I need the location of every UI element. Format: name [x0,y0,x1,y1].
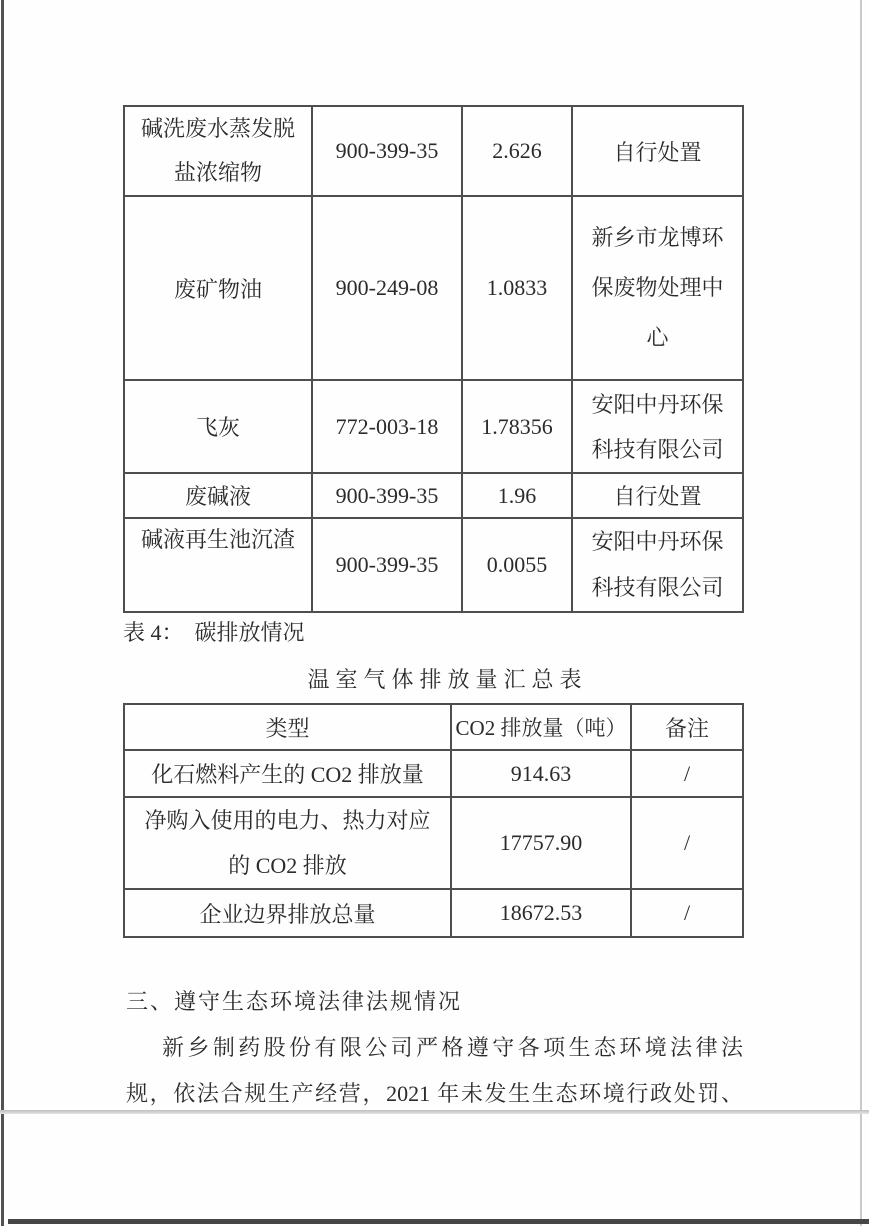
waste-disposal-cell [572,518,743,612]
paragraph-line: 新乡制药股份有限公司严格遵守各项生态环境法律法 [162,1035,743,1060]
waste-name-cell: 废碱液 [124,473,312,518]
page-edge-left-line [1,0,4,1226]
emission-amount-cell: 17757.90 [451,797,631,889]
waste-disposal-cell [572,380,743,473]
cell-line: 碱洗废水蒸发脱 [140,116,295,141]
emission-amount-cell: 18672.53 [451,889,631,937]
waste-name-cell: 废矿物油 [124,196,312,380]
cell-line: 新乡市龙博环 [591,225,724,250]
waste-amount-cell: 1.96 [462,473,572,518]
note-header-cell: 备注 [631,704,743,750]
cell-line: 心 [646,325,669,350]
table-row [124,106,743,196]
waste-name-cell [124,106,312,196]
waste-name-cell: 飞灰 [124,380,312,473]
paragraph-line: 规，依法合规生产经营，2021 年未发生生态环境行政处罚、 [126,1081,743,1106]
waste-disposal-cell: 自行处置 [572,106,743,196]
cell-line: 净购入使用的电力、热力对应 [144,808,431,833]
table-row [124,380,743,473]
cell-line: 安阳中丹环保 [591,529,724,554]
table-header-row [124,704,743,750]
table-row [124,473,743,518]
table-row [124,797,743,889]
emission-type-cell [124,797,451,889]
waste-code-cell: 900-249-08 [312,196,462,380]
table-row [124,196,743,380]
ghg-emissions-table [123,703,744,938]
type-header-cell: 类型 [124,704,451,750]
emission-type-cell: 企业边界排放总量 [124,889,451,937]
emission-type-cell: 化石燃料产生的 CO2 排放量 [124,750,451,797]
waste-code-cell: 900-399-35 [312,106,462,196]
waste-amount-cell: 0.0055 [462,518,572,612]
emission-note-cell: / [631,889,743,937]
table4-caption: 表 4： 碳排放情况 [123,620,305,645]
emission-note-cell: / [631,797,743,889]
emission-amount-cell: 914.63 [451,750,631,797]
cell-line: 盐浓缩物 [173,160,262,185]
waste-amount-cell: 1.78356 [462,380,572,473]
waste-code-cell: 900-399-35 [312,473,462,518]
waste-name-cell: 碱液再生池沉渣 [124,518,312,612]
waste-code-cell: 900-399-35 [312,518,462,612]
table-row [124,750,743,797]
table-row [124,518,743,612]
cell-line: 科技有限公司 [591,575,724,600]
waste-amount-cell: 2.626 [462,106,572,196]
section-heading: 三、遵守生态环境法律法规情况 [126,989,463,1014]
cell-line: 安阳中丹环保 [591,391,724,417]
cell-line: 的 CO2 排放 [228,853,347,878]
emission-note-cell: / [631,750,743,797]
co2-header-cell: CO2 排放量（吨） [451,704,631,750]
cell-line: 科技有限公司 [591,436,724,462]
waste-disposal-cell: 自行处置 [572,473,743,518]
scan-artifact-band [0,1110,869,1114]
table-row [124,889,743,937]
waste-amount-cell: 1.0833 [462,196,572,380]
cell-line: 保废物处理中 [591,275,724,300]
waste-code-cell: 772-003-18 [312,380,462,473]
hazardous-waste-table [123,105,744,613]
ghg-table-title: 温室气体排放量汇总表 [307,667,588,692]
page-edge-right-line [860,0,862,1226]
waste-disposal-cell [572,196,743,380]
page-edge-bottom-line [8,1219,869,1224]
